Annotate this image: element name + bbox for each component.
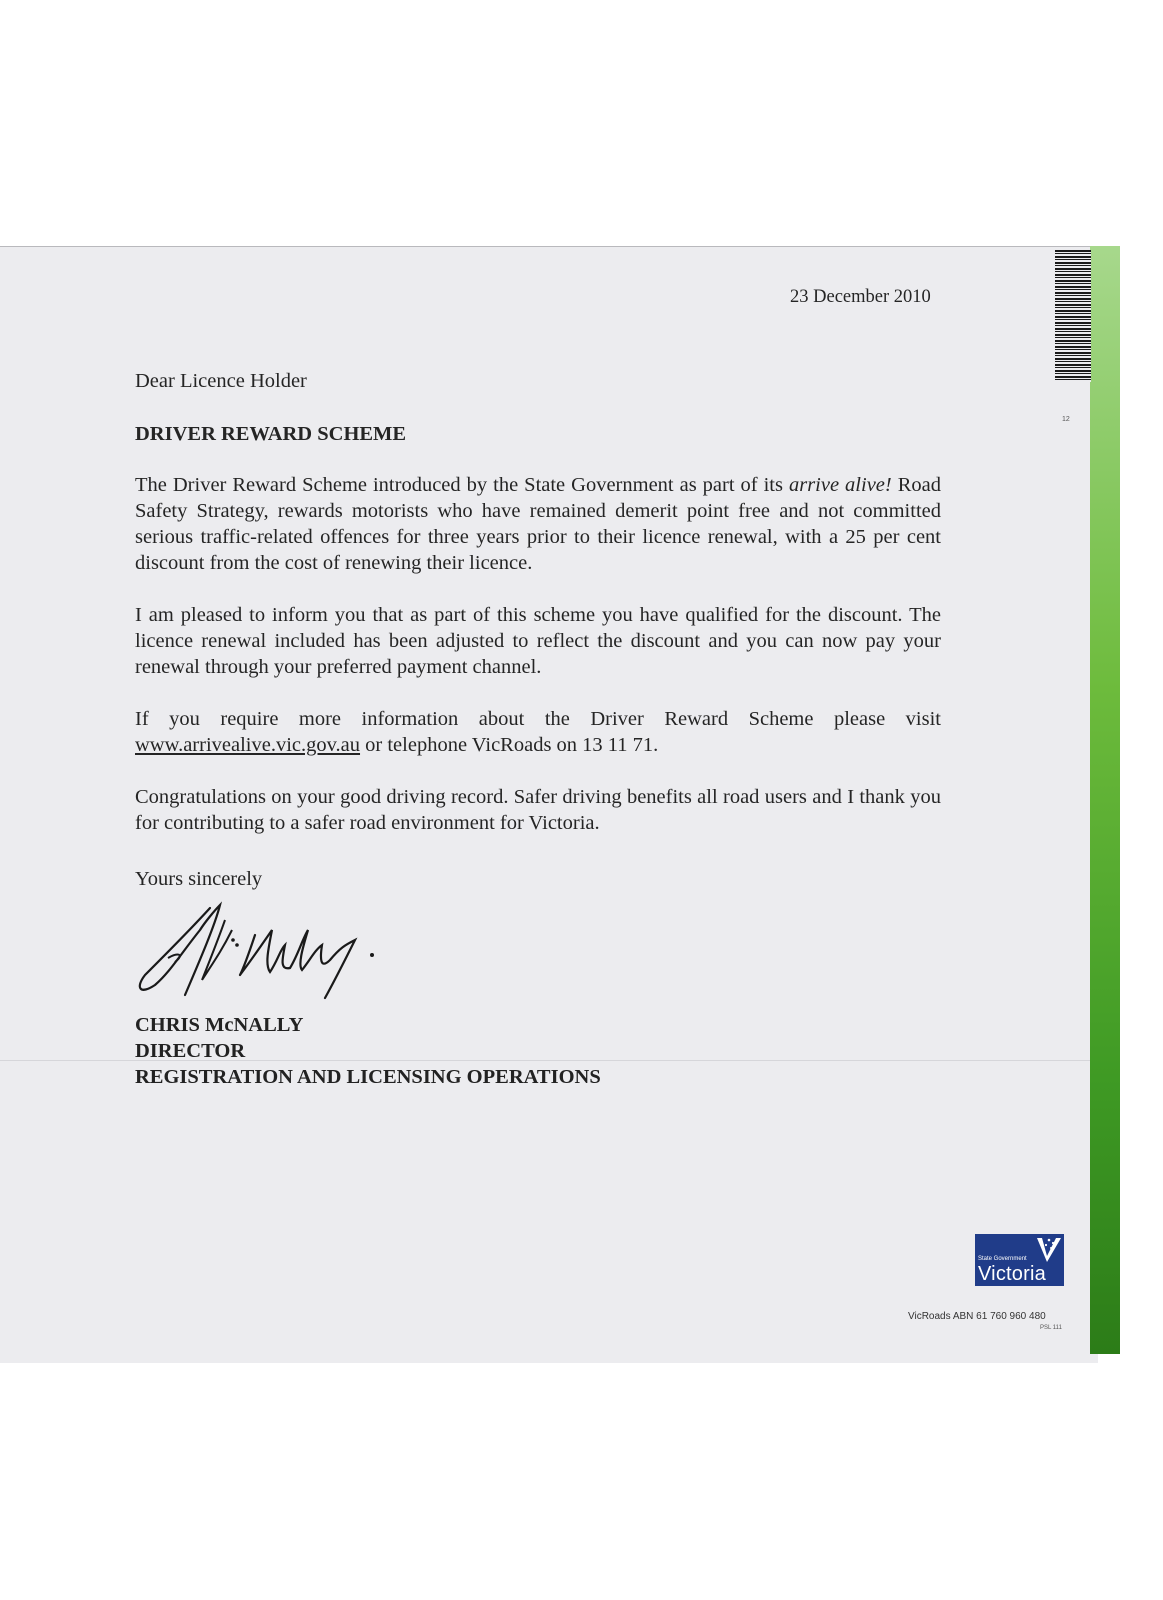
paragraph-4: Congratulations on your good driving record. Safer driving benefits all road users and I thank you for contributing to a safer road environment for Victoria. bbox=[135, 786, 941, 834]
letter-date: 23 December 2010 bbox=[790, 287, 931, 307]
closing: Yours sincerely bbox=[135, 868, 263, 890]
signatory-department: REGISTRATION AND LICENSING OPERATIONS bbox=[135, 1066, 601, 1088]
paragraph-1-text-a: The Driver Reward Scheme introduced by the State Government as part of its bbox=[135, 474, 789, 496]
paragraph-1 bbox=[135, 472, 941, 576]
campaign-name: arrive alive! bbox=[788, 474, 892, 496]
victoria-v-mark-icon bbox=[1033, 1236, 1063, 1264]
paragraph-2: I am pleased to inform you that as part of this scheme you have qualified for the discount. The licence renewal included has been adjusted to reflect the discount and you can now pay your renewal through your preferred payment channel. bbox=[135, 604, 941, 678]
paragraph-3 bbox=[135, 706, 941, 758]
paragraph-3-text-b: or telephone VicRoads on 13 11 71. bbox=[360, 734, 659, 756]
website-link[interactable]: www.arrivealive.vic.gov.au bbox=[135, 734, 361, 756]
signatory-name: CHRIS McNALLY bbox=[135, 1014, 304, 1036]
barcode bbox=[1055, 250, 1091, 382]
vicroads-abn: VicRoads ABN 61 760 960 480 bbox=[908, 1311, 1046, 1322]
letter-heading: DRIVER REWARD SCHEME bbox=[135, 423, 407, 445]
paragraph-1-text-b: Road Safety Strategy, rewards motorists who have remained demerit point free and not committed serious traffic-related offences for three years prior to their licence renewal, with a 25 per cent discount from the cost of renewing their licence. bbox=[135, 474, 941, 574]
psl-code: PSL 111 bbox=[1040, 1325, 1062, 1331]
victoria-logo bbox=[975, 1234, 1064, 1286]
green-margin-band bbox=[1090, 246, 1120, 1354]
greeting: Dear Licence Holder bbox=[135, 370, 307, 392]
logo-subtitle: State Government bbox=[978, 1256, 1027, 1262]
signatory-title: DIRECTOR bbox=[135, 1040, 246, 1062]
page-number: 12 bbox=[1062, 416, 1070, 423]
logo-title: Victoria bbox=[978, 1263, 1046, 1285]
paragraph-3-text-a: If you require more information about the Driver Reward Scheme please visit bbox=[135, 708, 941, 730]
signature bbox=[130, 900, 400, 1005]
